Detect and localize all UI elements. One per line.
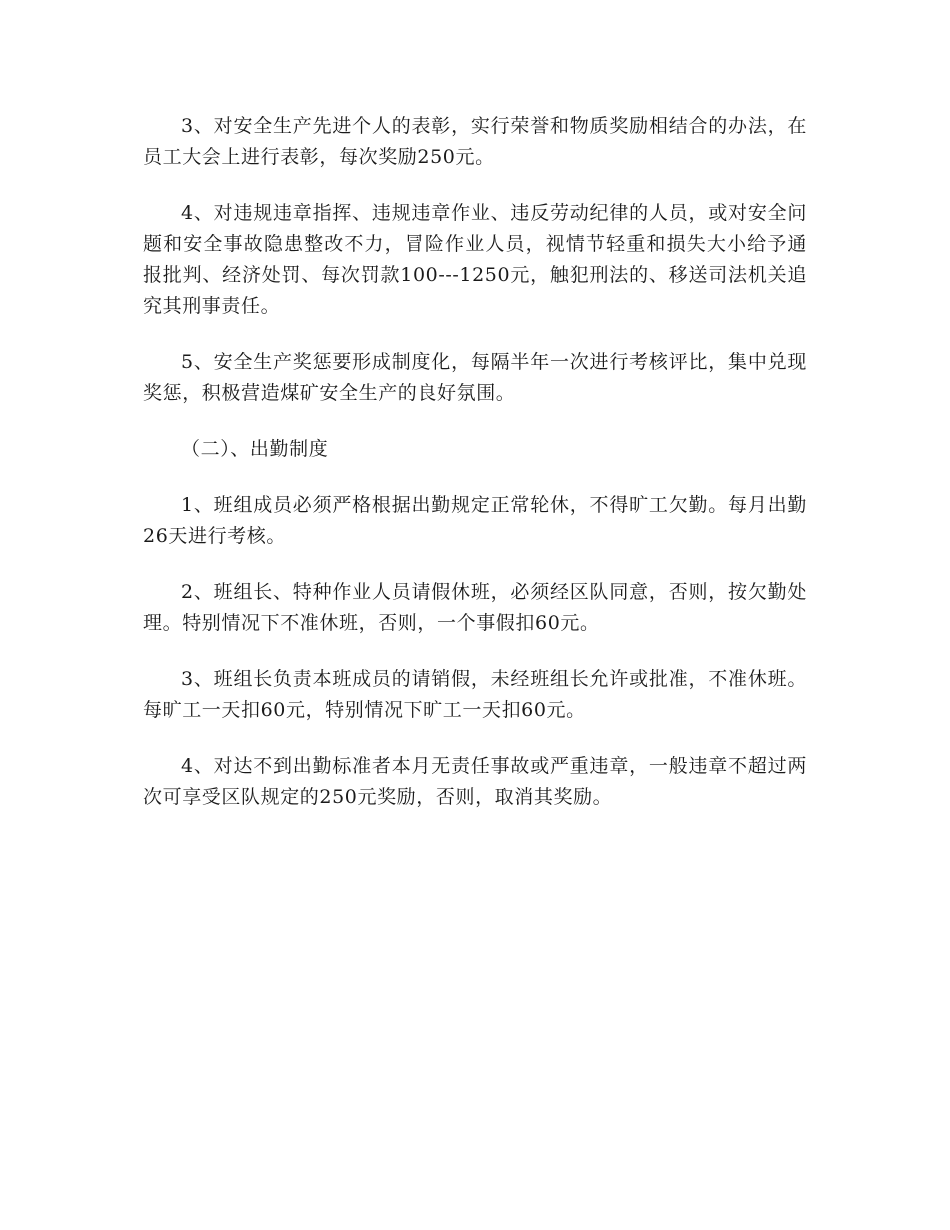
document-body (143, 111, 807, 838)
section-heading-attendance: （二）、出勤制度 (181, 438, 329, 460)
paragraph-penalty-violations: 4、对违规违章指挥、违规违章作业、违反劳动纪律的人员，或对安全问题和安全事故隐患整改不力，冒险作业人员，视情节轻重和损失大小给予通报批判、经济处罚、每次罚款100---1250元，触犯刑法的、移送司法机关追究其刑事责任。 (143, 202, 807, 317)
paragraph-attendance-leave: 2、班组长、特种作业人员请假休班，必须经区队同意，否则，按欠勤处理。特别情况下不准休班，否则，一个事假扣60元。 (143, 581, 807, 634)
paragraph-attendance-approval: 3、班组长负责本班成员的请销假，未经班组长允许或批准，不准休班。每旷工一天扣60元，特别情况下旷工一天扣60元。 (143, 668, 807, 721)
paragraph-attendance-rest: 1、班组成员必须严格根据出勤规定正常轮休，不得旷工欠勤。每月出勤26天进行考核。 (143, 494, 807, 547)
paragraph-reward-individual: 3、对安全生产先进个人的表彰，实行荣誉和物质奖励相结合的办法，在员工大会上进行表彰，每次奖励250元。 (143, 115, 807, 168)
paragraph-reward-system: 5、安全生产奖惩要形成制度化，每隔半年一次进行考核评比，集中兑现奖惩，积极营造煤矿安全生产的良好氛围。 (143, 351, 807, 404)
paragraph-attendance-bonus: 4、对达不到出勤标准者本月无责任事故或严重违章，一般违章不超过两次可享受区队规定的250元奖励，否则，取消其奖励。 (143, 755, 807, 808)
